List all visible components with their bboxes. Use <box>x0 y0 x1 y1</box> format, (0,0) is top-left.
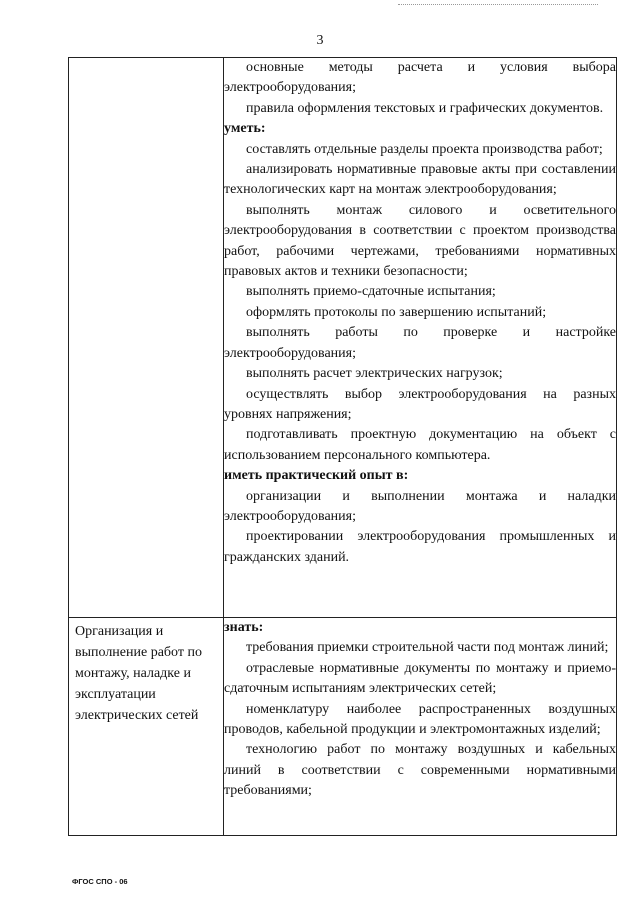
list-item: проектировании электрооборудования промышленных и гражданских зданий. <box>224 529 616 565</box>
list-item: выполнять приемо-сдаточные испытания; <box>246 284 496 300</box>
table-row <box>69 618 617 836</box>
table-cell-right <box>224 58 617 618</box>
list-item: анализировать нормативные правовые акты при составлении технологических карт на монтаж электрооборудования; <box>224 162 616 198</box>
competency-table <box>68 57 617 836</box>
table-cell-left <box>69 618 224 836</box>
list-item: основные методы расчета и условия выбора электрооборудования; <box>224 60 616 96</box>
document-code: ФГОС СПО - 06 <box>72 877 128 886</box>
list-item: отраслевые нормативные документы по монтажу и приемо-сдаточным испытаниям электрических сетей; <box>224 660 616 697</box>
table-row <box>69 58 617 618</box>
top-edge-line <box>398 4 598 5</box>
table-cell-left <box>69 58 224 618</box>
module-title-line: эксплуатации <box>75 687 156 702</box>
module-title-line: электрических сетей <box>75 708 199 723</box>
list-item: номенклатуру наиболее распространенных воздушных проводов, кабельной продукции и электромонтажных изделий; <box>224 701 616 738</box>
list-item: выполнять расчет электрических нагрузок; <box>246 366 503 382</box>
list-item: выполнять монтаж силового и осветительного электрооборудования в соответствии с проектом производства работ, рабочими чертежами, требованиями нормативных правовых актов и техники безопасности; <box>224 202 616 280</box>
list-item: подготавливать проектную документацию на объект с использованием персонального компьютера. <box>224 427 616 463</box>
list-item: требования приемки строительной части под монтаж линий; <box>246 640 609 656</box>
list-item: технологию работ по монтажу воздушных и кабельных линий в соответствии с современными нормативными требованиями; <box>224 742 616 799</box>
list-item: правила оформления текстовых и графических документов. <box>246 100 604 116</box>
list-item: составлять отдельные разделы проекта производства работ; <box>246 141 603 157</box>
list-item: оформлять протоколы по завершению испытаний; <box>246 304 547 320</box>
section-heading: уметь: <box>224 121 266 137</box>
section-heading: иметь практический опыт в: <box>224 468 409 484</box>
section-heading: знать: <box>224 620 264 635</box>
table-cell-right <box>224 618 617 836</box>
module-title-line: Организация и <box>75 624 164 639</box>
list-item: выполнять работы по проверке и настройке электрооборудования; <box>224 325 616 361</box>
module-title-line: выполнение работ по <box>75 645 202 660</box>
list-item: организации и выполнении монтажа и наладки электрооборудования; <box>224 488 616 524</box>
page-number: 3 <box>316 33 324 48</box>
module-title-line: монтажу, наладке и <box>75 666 191 681</box>
module-title <box>69 618 223 726</box>
list-item: осуществлять выбор электрооборудования на разных уровнях напряжения; <box>224 386 616 422</box>
